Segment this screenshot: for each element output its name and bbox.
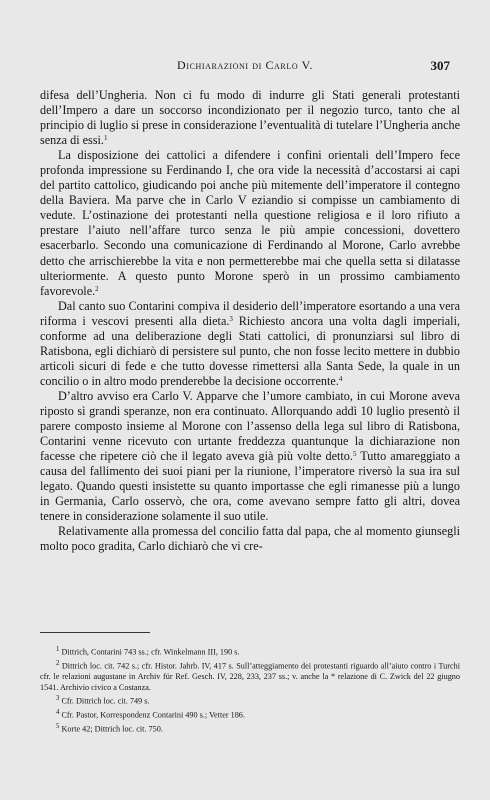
footnote-ref: 1 [103,134,108,143]
paragraph-3 [40,299,460,389]
paragraph-text: Dal canto suo Contarini compiva il desiderio dell’imperatore esortando a una vera riforma i vescovi presenti alla dieta. [40,298,460,328]
paragraph-text: difesa dell’Ungheria. Non ci fu modo di indurre gli Stati generali protestanti dell’Impero a dare un soccorso incondizionato per il negozio turco, tanto che al principio di luglio si prese in considerazione l’eventualità di tutelare l’Ungheria anche senza di essi. [40,88,460,148]
footnote-number: 2 [56,659,60,667]
footnote-text: Cfr. Dittrich loc. cit. 749 s. [61,697,150,707]
footnote-ref: 3 [229,314,233,323]
footnote-number: 1 [56,646,60,653]
footnote-4 [40,707,460,721]
footnote-ref: 4 [338,374,343,383]
footnote-ref: 2 [95,284,99,293]
paragraph-text: D’altro avviso era Carlo V. Apparve che l’umore cambiato, in cui Morone aveva riposto sì grandi speranze, non era continuato. Allorquando addì 10 luglio presentò il parere composto insieme al Morone con l’assenso della lega sul libro di Ratisbona, Contarini venne ricevuto con urtante freddezza quantunque la dichiarazione non facesse che ripetere ciò che il legato aveva già più volte detto. [40,388,460,464]
footnote-1 [40,644,460,658]
paragraph-1 [40,88,460,148]
running-head: Dichiarazioni di Carlo V. [177,58,313,72]
body-text [40,88,460,554]
footnote-text: Cfr. Pastor, Korrespondenz Contarini 490 s.; Vetter 186. [61,710,245,720]
paragraph-text: Richiesto ancora una volta dagli imperiali, conforme ad una deliberazione degli Stati cattolici, di pronunziarsi sul libro di Ratisbona, egli dichiarò di persistere sul punto, che non fosse lecito mettere in dubbio articoli sicuri di fede e che tutto dovesse rimettersi alla Santa Sede, la quale in un concilio o in altro modo prenderebbe la decisione occorrente. [40,313,461,388]
footnote-text: Korte 42; Dittrich loc. cit. 750. [61,724,163,734]
footnote-2 [40,658,460,694]
paragraph-text: Tutto amareggiato a causa del fallimento dei suoi piani per la riunione, l’imperatore riversò la sua ira sul legato. Quando questi insistette su quanto importasse che egli rimanesse più a lungo in Germania, Carlo osservò, che ora, come avevano sempre fatto gli altri, dovea tenere in considerazione solamente il suo utile. [40,449,460,524]
paragraph-text: Relativamente alla promessa del concilio fatta dal papa, che al momento giunsegli molto poco gradita, Carlo dichiarò che vi cre- [40,524,460,554]
footnote-divider [40,632,150,633]
footnote-text: Dittrich, Contarini 743 ss.; cfr. Winkelmann III, 190 s. [61,647,240,657]
footnote-ref: 5 [352,450,357,459]
paragraph-text: La disposizione dei cattolici a difendere i confini orientali dell’Impero fece profonda impressione su Ferdinando I, che ora vide la necessità d’accostarsi ai capi del partito cattolico, giudicando poi anche più mitemente dell’imperatore il contegno della Baviera. Ma parve che in Carlo V eziandio si compisse un cambiamento di vedute. L’ostinazione dei protestanti nella questione religiosa e il loro rifiuto a prestare l’aiuto nell’affare turco senza le più ampie concessioni, dovettero esacerbarlo. Secondo una comunicazione di Ferdinando al Morone, Carlo avrebbe detto che arrischierebbe la vita e non permetterebbe mai che quella setta si dilatasse ulteriormente. A questo punto Morone sperò in un prossimo cambiamento favorevole. [40,148,460,298]
paragraph-2 [40,148,460,298]
page-header [0,58,490,78]
footnote-text: Dittrich loc. cit. 742 s.; cfr. Histor. Jahrb. IV, 417 s. Sull’atteggiamento dei protestanti riguardo all’aiuto contro i Turchi cfr. le relazioni augustane in Archiv für Ref. Gesch. IV, 228, 233, 237 ss.; v. anche la * relazione di C. Zwick del 22 giugno 1541. Archivio civico a Costanza. [40,661,460,693]
footnote-number: 4 [56,709,60,717]
paragraph-4 [40,389,460,524]
footnote-number: 3 [56,695,60,703]
page-number: 307 [430,58,450,73]
paragraph-5 [40,524,460,554]
footnote-5 [40,721,460,735]
footnote-number: 5 [56,722,60,730]
footnote-3 [40,693,460,707]
footnotes [40,644,460,735]
